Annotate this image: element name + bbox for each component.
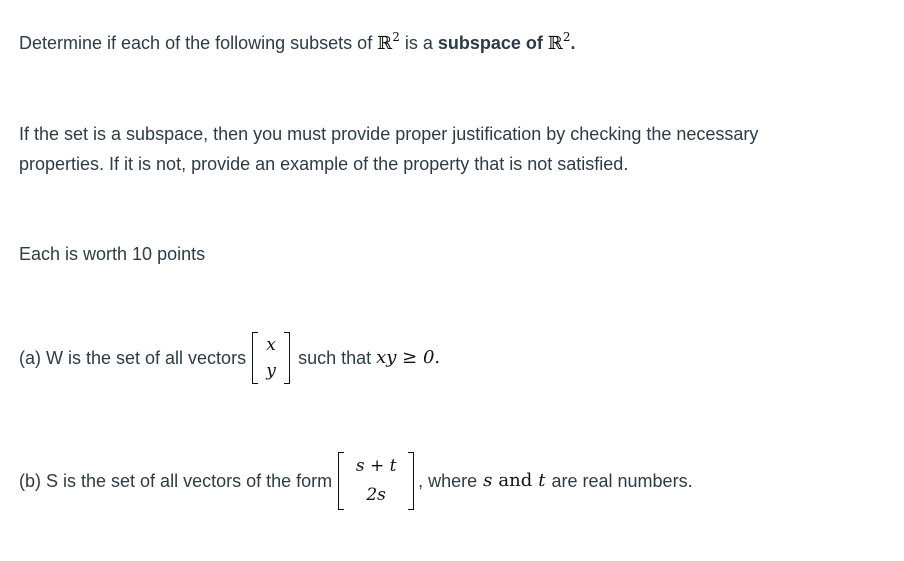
- vector-xy-top: x: [266, 334, 276, 355]
- intro-prefix: Determine if each of the following subsets of: [19, 33, 373, 53]
- part-a: [19, 332, 440, 384]
- real-set-symbol: ℝ$^2$: [377, 30, 400, 54]
- instructions-line-1: If the set is a subspace, then you must provide proper justification by checking the necessary: [19, 124, 759, 144]
- part-b-where: , where: [418, 471, 478, 491]
- points-note: Each is worth 10 points: [19, 244, 206, 264]
- instructions-line-2: properties. If it is not, provide an example of the property that is not satisfied.: [19, 154, 629, 174]
- vector-st-bottom: 2s: [366, 485, 386, 505]
- part-b-var-s: s: [483, 470, 493, 491]
- part-a-prefix: (a) W is the set of all vectors: [19, 348, 247, 368]
- intro-bold-phrase: subspace of: [437, 33, 543, 53]
- intro-sentence: Determine if each of the following subsets of ℝ$^2$ is a subspace of ℝ$^2$.: [19, 30, 576, 54]
- part-b-var-t: t: [538, 470, 546, 491]
- intro-middle: is a: [404, 33, 433, 53]
- part-b-suffix: are real numbers.: [551, 471, 693, 491]
- part-b: [19, 452, 693, 510]
- vector-st-top: s + t: [355, 456, 397, 476]
- real-set-symbol-end: ℝ$^2$: [547, 30, 571, 54]
- vector-xy: [252, 332, 290, 384]
- part-b-prefix: (b) S is the set of all vectors of the form: [19, 471, 333, 491]
- vector-xy-bottom: y: [266, 360, 276, 381]
- part-a-such-that: such that: [298, 348, 372, 368]
- part-a-condition: xy ≥ 0.: [376, 347, 441, 368]
- part-b-and: and: [498, 470, 533, 491]
- vector-st: [338, 452, 414, 510]
